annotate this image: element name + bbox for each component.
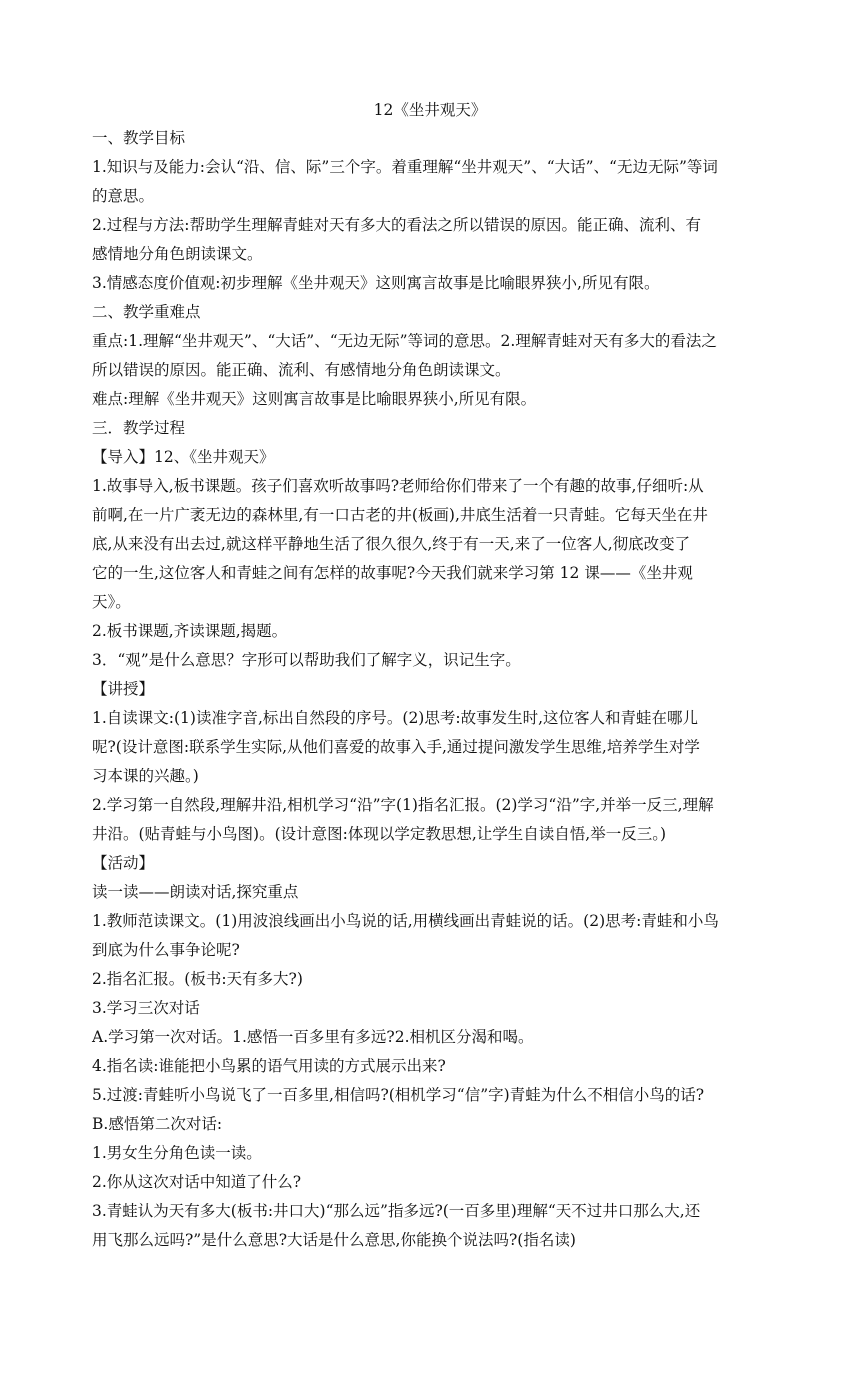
paragraph-activity-4: 4.指名读:谁能把小鸟累的语气用读的方式展示出来?	[92, 1057, 446, 1075]
paragraph-activity-3: 3.学习三次对话	[92, 999, 200, 1017]
text-line: 3.青蛙认为天有多大(板书:井口大)“那么远”指多远?(一百多里)理解“天不过井口那么大,还	[92, 1202, 701, 1220]
paragraph-activity-2: 2.指名汇报。(板书:天有多大?)	[92, 970, 303, 988]
text-line: 感情地分角色朗读课文。	[92, 245, 263, 263]
text-line: 呢?(设计意图:联系学生实际,从他们喜爱的故事入手,通过提问激发学生思维,培养学生对学	[92, 738, 700, 756]
text-line: 2.过程与方法:帮助学生理解青蛙对天有多大的看法之所以错误的原因。能正确、流利、有	[92, 216, 702, 234]
paragraph-b-1: 1.男女生分角色读一读。	[92, 1144, 262, 1162]
paragraph-intro-2: 2.板书课题,齐读课题,揭题。	[92, 622, 288, 640]
text-line: 1.故事导入,板书课题。孩子们喜欢听故事吗?老师给你们带来了一个有趣的故事,仔细听:从	[92, 477, 704, 495]
text-line: 1.知识与及能力:会认“沿、信、际”三个字。着重理解“坐井观天”、“大话”、“无边无际”等词	[92, 158, 718, 176]
text-line: 1.自读课文:(1)读准字音,标出自然段的序号。(2)思考:故事发生时,这位客人和青蛙在哪儿	[92, 709, 699, 727]
paragraph-objective-1	[92, 153, 768, 211]
text-line: 所以错误的原因。能正确、流利、有感情地分角色朗读课文。	[92, 361, 511, 379]
subheading-introduction: 【导入】12、《坐井观天》	[92, 448, 275, 466]
section-heading-objectives: 一、教学目标	[92, 129, 186, 147]
document-title: 12《坐井观天》	[373, 101, 487, 119]
section-heading-process: 三．教学过程	[92, 419, 186, 437]
text-line: 1.教师范读课文。(1)用波浪线画出小鸟说的话,用横线画出青蛙说的话。(2)思考:青蛙和小鸟	[92, 912, 719, 930]
paragraph-b-2: 2.你从这次对话中知道了什么?	[92, 1173, 302, 1191]
text-line: 井沿。(贴青蛙与小鸟图)。(设计意图:体现以学定教思想,让学生自读自悟,举一反三。)	[92, 825, 667, 843]
text-line: 习本课的兴趣。)	[92, 767, 199, 785]
text-line: 用飞那么远吗?”是什么意思?大话是什么意思,你能换个说法吗?(指名读)	[92, 1231, 576, 1249]
paragraph-difficulty: 难点:理解《坐井观天》这则寓言故事是比喻眼界狭小,所见有限。	[92, 390, 537, 408]
paragraph-key-point	[92, 327, 768, 385]
paragraph-objective-2	[92, 211, 768, 269]
text-line: 底,从来没有出去过,就这样平静地生活了很久很久,终于有一天,来了一位客人,彻底改变了	[92, 535, 691, 553]
paragraph-intro-3: 3．“观”是什么意思？字形可以帮助我们了解字义，识记生字。	[92, 651, 521, 669]
paragraph-teaching-2	[92, 791, 768, 849]
text-line: 的意思。	[92, 187, 155, 205]
text-line: 天》。	[92, 593, 131, 611]
text-line: 前啊,在一片广袤无边的森林里,有一口古老的井(板画),井底生活着一只青蛙。它每天坐在井	[92, 506, 708, 524]
paragraph-dialogue-a: A.学习第一次对话。1.感悟一百多里有多远?2.相机区分渴和喝。	[92, 1028, 534, 1046]
text-line: 2.学习第一自然段,理解井沿,相机学习“沿”字(1)指名汇报。(2)学习“沿”字,并举一反三,理解	[92, 796, 714, 814]
paragraph-b-3	[92, 1197, 768, 1255]
paragraph-activity-1	[92, 907, 768, 965]
paragraph-objective-3: 3.情感态度价值观:初步理解《坐井观天》这则寓言故事是比喻眼界狭小,所见有限。	[92, 274, 660, 292]
paragraph-dialogue-b: B.感悟第二次对话:	[92, 1115, 223, 1133]
subheading-teaching: 【讲授】	[92, 680, 155, 698]
subheading-activity: 【活动】	[92, 854, 155, 872]
section-heading-key-points: 二、教学重难点	[92, 303, 201, 321]
paragraph-intro-1	[92, 472, 768, 617]
paragraph-activity-5: 5.过渡:青蛙听小鸟说飞了一百多里,相信吗?(相机学习“信”字)青蛙为什么不相信小鸟的话?	[92, 1086, 705, 1104]
text-line: 重点:1.理解“坐井观天”、“大话”、“无边无际”等词的意思。2.理解青蛙对天有多大的看法之	[92, 332, 717, 350]
text-line: 到底为什么事争论呢?	[92, 941, 240, 959]
document-page	[92, 96, 768, 1255]
text-line: 它的一生,这位客人和青蛙之间有怎样的故事呢?今天我们就来学习第 12 课——《坐井观	[92, 564, 693, 582]
activity-title: 读一读——朗读对话,探究重点	[92, 883, 299, 901]
paragraph-teaching-1	[92, 704, 768, 791]
